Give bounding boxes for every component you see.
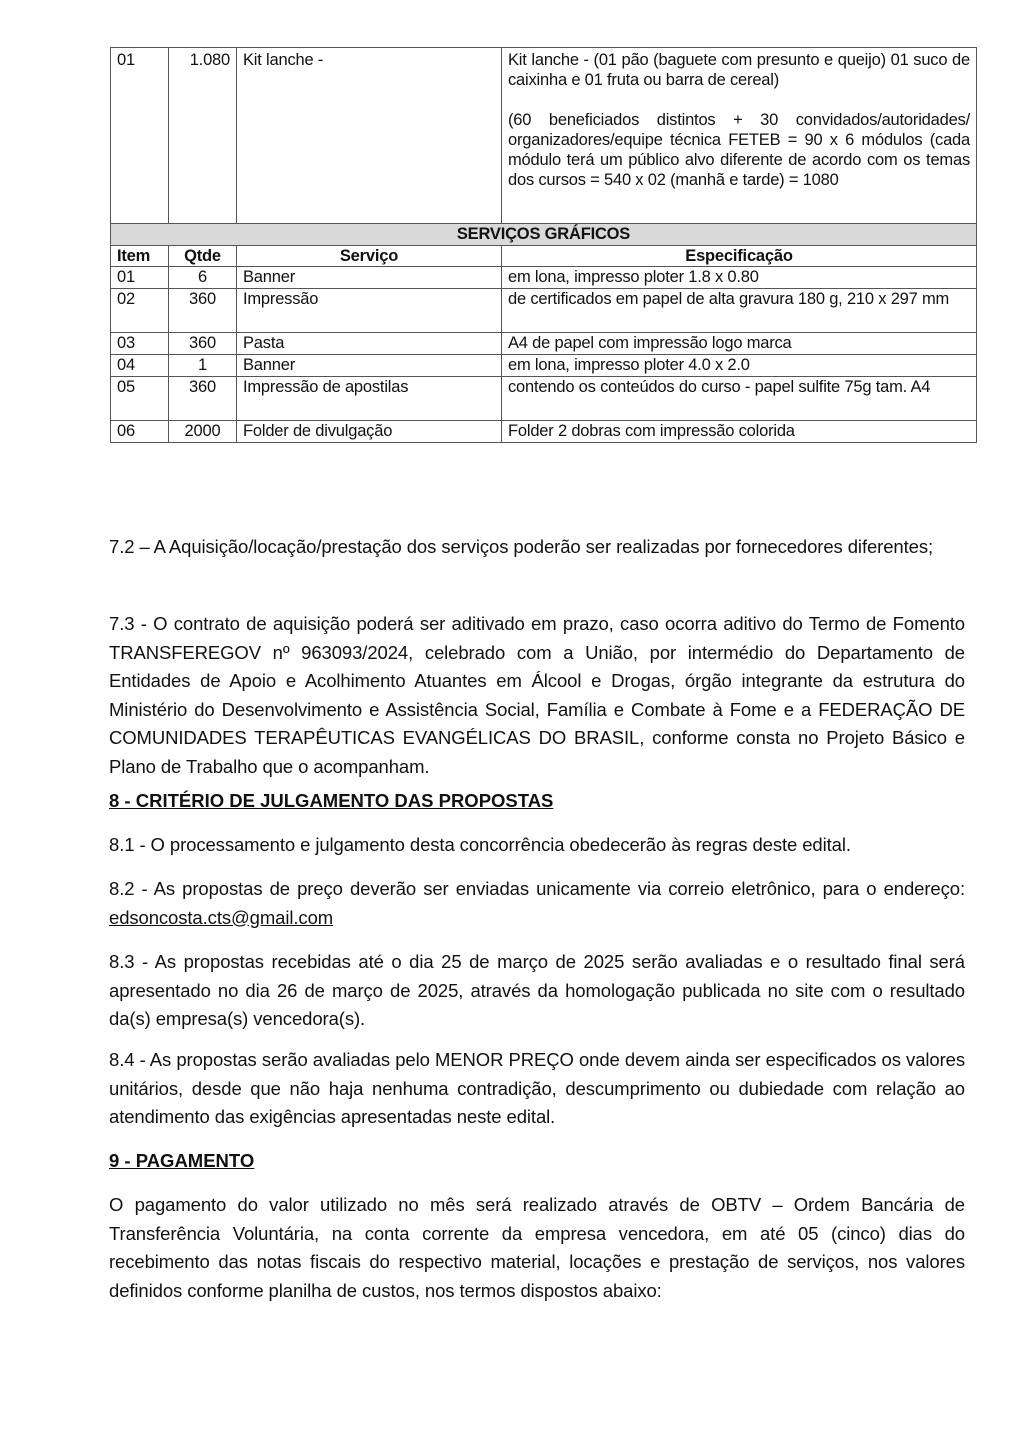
header-especificacao: Especificação — [502, 246, 977, 267]
table-title-row — [111, 224, 977, 246]
item-cell: 06 — [111, 421, 169, 443]
spec-cell: de certificados em papel de alta gravura 180 g, 210 x 297 mm — [502, 289, 977, 333]
servico-cell: Folder de divulgação — [237, 421, 502, 443]
paragraph-9-1: O pagamento do valor utilizado no mês será realizado através de OBTV – Ordem Bancária de Transferência Voluntária, na conta corrente da empresa vencedora, em até 05 (cinco) dias do recebimento das notas fiscais do respectivo material, locações e prestação de serviços, nos valores definidos conforme planilha de custos, nos termos dispostos abaixo: — [109, 1194, 965, 1301]
section-8-heading: 8 - CRITÉRIO DE JULGAMENTO DAS PROPOSTAS — [109, 790, 554, 811]
spec-cell: em lona, impresso ploter 4.0 x 2.0 — [502, 355, 977, 377]
paragraph-7-2: 7.2 – A Aquisição/locação/prestação dos serviços poderão ser realizadas por fornecedores diferentes; — [109, 536, 934, 557]
table-row — [111, 377, 977, 421]
item-cell: 01 — [111, 48, 169, 224]
table-row — [111, 48, 977, 224]
spec-cell: contendo os conteúdos do curso - papel sulfite 75g tam. A4 — [502, 377, 977, 421]
paragraph-7-3: 7.3 - O contrato de aquisição poderá ser aditivado em prazo, caso ocorra aditivo do Termo de Fomento TRANSFEREGOV nº 963093/2024, celebrado com a União, por intermédio do Departamento de Entidades de Apoio e Acolhimento Atuantes em Álcool e Drogas, órgão integrante da estrutura do Ministério do Desenvolvimento e Assistência Social, Família e Combate à Fome e a FEDERAÇÃO DE COMUNIDADES TERAPÊUTICAS EVANGÉLICAS DO BRASIL, conforme consta no Projeto Básico e Plano de Trabalho que o acompanham. — [109, 613, 965, 777]
paragraph-8-2-text: 8.2 - As propostas de preço deverão ser enviadas unicamente via correio eletrônico, para o endereço: — [109, 878, 965, 899]
servicos-graficos-table — [110, 223, 977, 443]
header-item: Item — [111, 246, 169, 267]
item-cell: 02 — [111, 289, 169, 333]
paragraph-8-4: 8.4 - As propostas serão avaliadas pelo MENOR PREÇO onde devem ainda ser especificados os valores unitários, desde que não haja nenhuma contradição, descumprimento ou dubiedade com relação ao atendimento das exigências apresentadas neste edital. — [109, 1049, 965, 1127]
spec-line-1: Kit lanche - (01 pão (baguete com presunto e queijo) 01 suco de caixinha e 01 fruta ou barra de cereal) — [508, 51, 970, 89]
table-row — [111, 333, 977, 355]
email-link[interactable]: edsoncosta.cts@gmail.com — [109, 906, 334, 928]
header-qtde: Qtde — [169, 246, 237, 267]
qtde-cell: 6 — [169, 267, 237, 289]
qtde-cell: 360 — [169, 377, 237, 421]
paragraph-8-2 — [109, 875, 965, 932]
spec-cell: Folder 2 dobras com impressão colorida — [502, 421, 977, 443]
qtde-cell: 1.080 — [169, 48, 237, 224]
item-cell: 03 — [111, 333, 169, 355]
servico-cell: Impressão de apostilas — [237, 377, 502, 421]
kit-lanche-table — [110, 47, 977, 224]
paragraph-8-1: 8.1 - O processamento e julgamento desta concorrência obedecerão às regras deste edital. — [109, 834, 851, 855]
table-row — [111, 289, 977, 333]
table-header-row — [111, 246, 977, 267]
qtde-cell: 2000 — [169, 421, 237, 443]
paragraph-8-3: 8.3 - As propostas recebidas até o dia 25 de março de 2025 serão avaliadas e o resultado final será apresentado no dia 26 de março de 2025, através da homologação publicada no site com o resultado da(s) empresa(s) vencedora(s). — [109, 951, 965, 1029]
item-cell: 04 — [111, 355, 169, 377]
item-cell: 01 — [111, 267, 169, 289]
servico-cell: Banner — [237, 267, 502, 289]
table-row — [111, 421, 977, 443]
item-cell: 05 — [111, 377, 169, 421]
servico-cell: Pasta — [237, 333, 502, 355]
qtde-cell: 360 — [169, 333, 237, 355]
spec-cell: A4 de papel com impressão logo marca — [502, 333, 977, 355]
servico-cell: Impressão — [237, 289, 502, 333]
qtde-cell: 1 — [169, 355, 237, 377]
table-row — [111, 355, 977, 377]
spec-cell — [502, 48, 977, 224]
header-servico: Serviço — [237, 246, 502, 267]
servico-cell: Banner — [237, 355, 502, 377]
section-9-heading: 9 - PAGAMENTO — [109, 1150, 255, 1171]
servico-cell: Kit lanche - — [237, 48, 502, 224]
spec-cell: em lona, impresso ploter 1.8 x 0.80 — [502, 267, 977, 289]
table-row — [111, 267, 977, 289]
table-title: SERVIÇOS GRÁFICOS — [111, 224, 977, 246]
qtde-cell: 360 — [169, 289, 237, 333]
spec-line-2: (60 beneficiados distintos + 30 convidados/autoridades/ organizadores/equipe técnica FETEB = 90 x 6 módulos (cada módulo terá um público alvo diferente de acordo com os temas dos cursos = 540 x 02 (manhã e tarde) = 1080 — [508, 111, 970, 189]
